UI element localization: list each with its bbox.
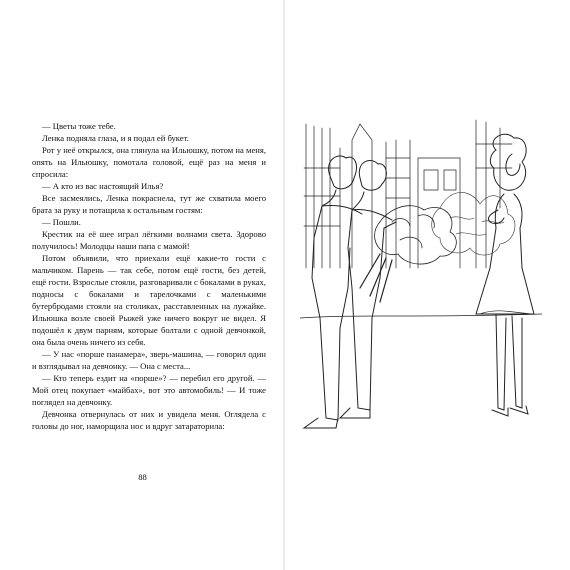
text-paragraph: Потом объявили, что приехали ещё какие-то гости с мальчиком. Парень — так себе, потом ещё гости, без детей, ещё гости. Взрослые стояли, разговаривали с бокалами в руках, подносы с бокалами и тарелочками с маленькими бутербродами стояли на столиках, расставленных на лужайке. Ильюшка возле своей Рыжей уже ничего вокруг не видел. Я подошёл к двум парням, которые болтали с одной девчонкой, она была очень ничего из себя. [32, 253, 266, 347]
text-block [32, 120, 266, 432]
girl-figure [476, 134, 534, 416]
tree-sketch [432, 192, 515, 255]
bouquet [360, 206, 456, 302]
text-paragraph: — Цветы тоже тебе. [42, 121, 116, 131]
text-paragraph: — А кто из вас настоящий Илья? [42, 181, 164, 191]
text-paragraph: Крестик на её шее играл лёгкими волнами света. Здорово получилось! Молодцы наши папа с мамой! [32, 229, 266, 251]
illustration [300, 118, 542, 448]
boy-figure-left [304, 156, 362, 428]
text-paragraph: — У нас «порше панамера», зверь-машина, — говорил один и взглядывал на девчонку. — Она с места... [32, 349, 266, 371]
text-paragraph: — Кто теперь ездит на «порше»? — перебил его другой. — Мой отец покупает «майбах», вот это автомобиль! — И тоже поглядел на девчонку. [32, 373, 266, 407]
text-paragraph: Ленка подняла глаза, и я подал ей букет. [42, 133, 189, 143]
text-paragraph: — Пошли. [42, 217, 81, 227]
ground-line [300, 314, 542, 318]
page-number: 88 [138, 472, 147, 482]
text-paragraph: Все засмеялись, Ленка покраснела, тут же схватила моего брата за руку и потащила к остальным гостям: [32, 193, 266, 215]
boy-figure-right [340, 160, 396, 418]
text-paragraph: Рот у неё открылся, она глянула на Ильюшку, потом на меня, опять на Ильюшку, помотала головой, ещё раз на меня и спросила: [32, 145, 266, 179]
text-paragraph: Девчонка отвернулась от них и увидела меня. Оглядела с головы до ног, наморщила нос и вдруг затараторила: [32, 409, 266, 431]
